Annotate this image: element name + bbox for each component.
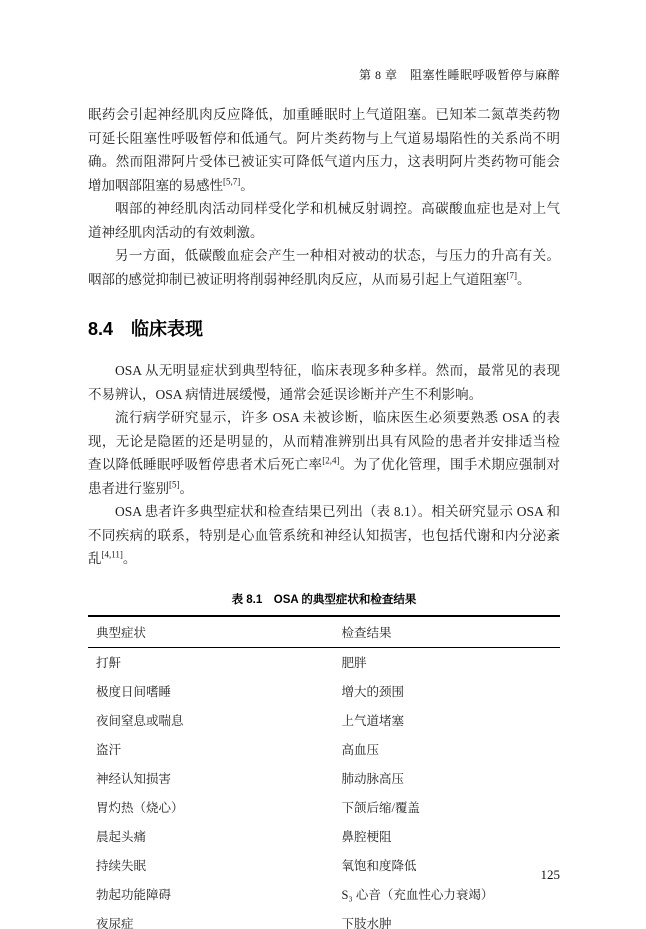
table-cell: 打鼾 xyxy=(96,656,122,670)
running-header: 第 8 章 阻塞性睡眠呼吸暂停与麻醉 xyxy=(358,68,560,82)
table-row xyxy=(88,706,560,735)
table-cell: 肥胖 xyxy=(341,656,367,670)
table-row xyxy=(88,647,560,677)
table-cell: 胃灼热（烧心） xyxy=(96,801,184,815)
table-cell: 勃起功能障碍 xyxy=(96,888,172,902)
paragraph: 眠药会引起神经肌肉反应降低，加重睡眠时上气道阻塞。已知苯二氮䓬类药物可延长阻塞性呼吸暂停和低通气。阿片类药物与上气道易塌陷性的关系尚不明确。然而阻滞阿片受体已被证实可降低气道内压力，这表明阿片类药物可能会增加咽部阻塞的易感性[5,7]。 xyxy=(88,107,560,193)
table-cell: 高血压 xyxy=(341,743,379,757)
page-number: 125 xyxy=(540,867,560,882)
table-cell: 夜间窒息或喘息 xyxy=(96,714,184,728)
citation-superscript: [4,11] xyxy=(101,549,123,560)
table-row xyxy=(88,677,560,706)
table-row xyxy=(88,880,560,909)
table-cell: 下肢水肿 xyxy=(341,917,392,929)
table-header-symptoms: 典型症状 xyxy=(88,616,333,648)
table-cell: 鼻腔梗阻 xyxy=(341,830,392,844)
table-cell: 神经认知损害 xyxy=(96,772,172,786)
table-cell: 增大的颈围 xyxy=(341,685,404,699)
page-content xyxy=(88,66,560,929)
table-cell: 晨起头痛 xyxy=(96,830,147,844)
table-cell: 氧饱和度降低 xyxy=(341,859,417,873)
table-row xyxy=(88,822,560,851)
table-row xyxy=(88,793,560,822)
table-header-row xyxy=(88,616,560,648)
table-cell: 盗汗 xyxy=(96,743,122,757)
citation-superscript: [7] xyxy=(506,270,517,280)
paragraph: 另一方面，低碳酸血症会产生一种相对被动的状态，与压力的升高有关。咽部的感觉抑制已被证明将削弱神经肌肉反应，从而易引起上气道阻塞[7]。 xyxy=(88,248,560,287)
section-paragraphs xyxy=(88,359,560,571)
paragraph: 流行病学研究显示，许多 OSA 未被诊断，临床医生必须要熟悉 OSA 的表现，无论是隐匿的还是明显的，从而精准辨别出具有风险的患者并安排适当检查以降低睡眠呼吸暂停患者术后死亡率[2,4]。为了优化管理，围手术期应强制对患者进行鉴别[5]。 xyxy=(88,410,561,496)
citation-superscript: [2,4] xyxy=(322,455,340,466)
symptoms-findings-table xyxy=(88,615,560,929)
table-caption: 表 8.1 OSA 的典型症状和检查结果 xyxy=(231,593,417,606)
table-cell: 上气道堵塞 xyxy=(341,714,404,728)
paragraph: OSA 患者许多典型症状和检查结果已列出（表 8.1）。相关研究显示 OSA 和不同疾病的联系，特别是心血管系统和神经认知损害，也包括代谢和内分泌紊乱[4,11]。 xyxy=(88,504,560,566)
table-header-findings: 检查结果 xyxy=(333,616,560,648)
table-row xyxy=(88,764,560,793)
citation-superscript: [5,7] xyxy=(223,176,241,186)
table-cell: 肺动脉高压 xyxy=(341,772,404,786)
table-body xyxy=(88,647,560,929)
section-heading: 8.4 临床表现 xyxy=(88,319,204,339)
table-row xyxy=(88,851,560,880)
table-cell: 夜尿症 xyxy=(96,917,134,929)
table-row xyxy=(88,735,560,764)
table-cell: S₃ 心音（充血性心力衰竭） xyxy=(341,888,494,902)
table-row xyxy=(88,909,560,929)
table-cell: 持续失眠 xyxy=(96,859,147,873)
paragraph: OSA 从无明显症状到典型特征，临床表现多种多样。然而，最常见的表现不易辨认，OSA 病情进展缓慢，通常会延误诊断并产生不利影响。 xyxy=(88,363,560,402)
table-cell: 极度日间嗜睡 xyxy=(96,685,172,699)
citation-superscript: [5] xyxy=(169,479,180,489)
intro-paragraphs xyxy=(88,103,560,291)
table-cell: 下颌后缩/覆盖 xyxy=(341,801,420,815)
paragraph: 咽部的神经肌肉活动同样受化学和机械反射调控。高碳酸血症也是对上气道神经肌肉活动的有效刺激。 xyxy=(88,201,560,240)
